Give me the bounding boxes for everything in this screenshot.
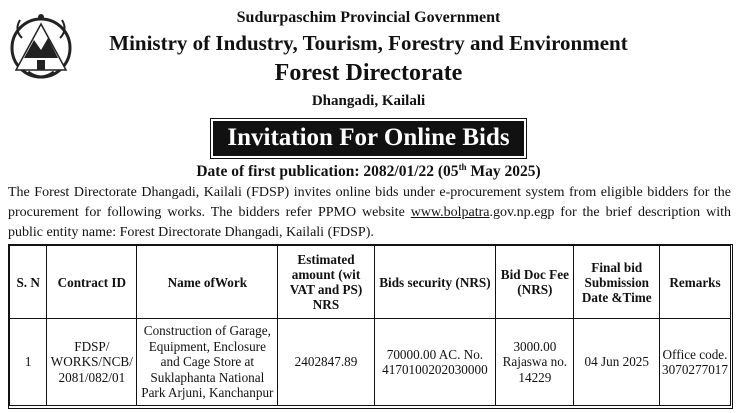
publication-tail: May 2025) (466, 163, 541, 181)
cell-bid-doc-fee: 3000.00 Rajaswa no. 14229 (496, 319, 574, 406)
ministry-title: Ministry of Industry, Tourism, Forestry and Environment (109, 31, 628, 55)
cell-sn: 1 (10, 319, 47, 406)
invitation-body (8, 183, 731, 243)
location-title: Dhangadi, Kailali (311, 93, 426, 109)
header-name-of-work: Name ofWork (137, 246, 278, 319)
publication-date (0, 162, 737, 181)
publication-label: Date of first publication: 2082/01/22 (05 (196, 163, 459, 181)
header-sn: S. N (10, 246, 47, 319)
cell-submission-date: 04 Jun 2025 (574, 319, 660, 406)
header-submission-date: Final bid Submission Date &Time (574, 246, 660, 319)
header-estimated-amount: Estimated amount (wit VAT and PS) NRS (278, 246, 374, 319)
header-remarks: Remarks (660, 246, 731, 319)
publication-superscript: th (458, 162, 467, 172)
header-bids-security: Bids security (NRS) (374, 246, 496, 319)
cell-contract-id: FDSP/ WORKS/NCB/ 2081/082/01 (47, 319, 137, 406)
government-title: Sudurpaschim Provincial Government (236, 9, 501, 26)
table-row (10, 319, 731, 406)
header-bid-doc-fee: Bid Doc Fee (NRS) (496, 246, 574, 319)
office-title: Forest Directorate (274, 60, 463, 86)
ppmo-website-link[interactable]: www.bolpatra (410, 205, 490, 220)
bids-table (9, 245, 731, 406)
cell-bids-security: 70000.00 AC. No. 4170100202030000 (374, 319, 496, 406)
cell-estimated-amount: 2402847.89 (278, 319, 374, 406)
cell-name-of-work: Construction of Garage, Equipment, Enclosure and Cage Store at Suklaphanta National Park Arjuni, Kanchanpur (137, 319, 278, 406)
body-text-after: .gov.np.egp for the brief description with public entity name: Forest Directorate Dhangadi, Kailali (FDSP). (8, 205, 731, 240)
banner-container (0, 121, 737, 156)
header-contract-id: Contract ID (47, 246, 137, 319)
invitation-banner: Invitation For Online Bids (213, 121, 523, 156)
body-text-before: The Forest Directorate Dhangadi, Kailali (FDSP) invites online bids under e-procurement system from eligible bidders for the procurement for following works. The bidders refer PPMO website (8, 185, 731, 220)
table-header-row (10, 246, 731, 319)
cell-remarks: Office code. 3070277017 (660, 319, 731, 406)
